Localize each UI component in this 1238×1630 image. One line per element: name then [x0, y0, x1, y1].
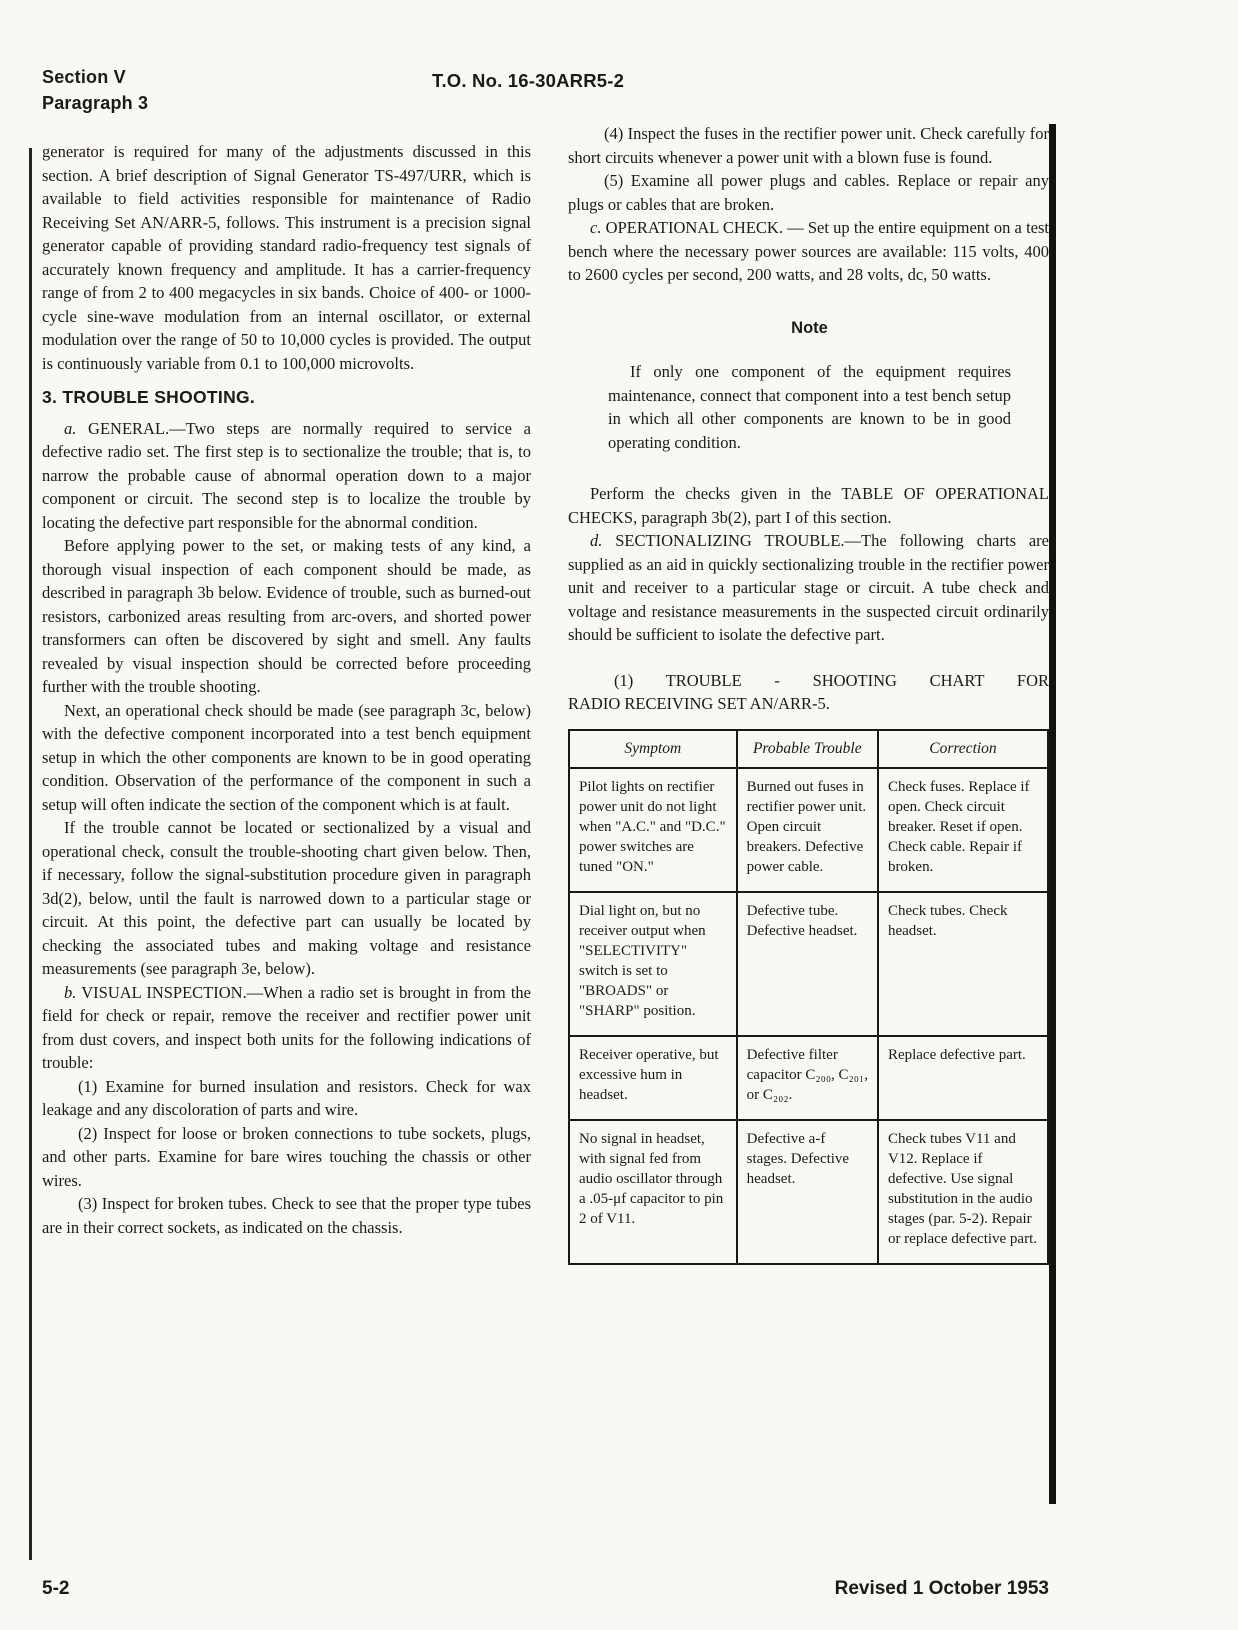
section-label: Section V — [42, 67, 126, 87]
column-header-symptom: Symptom — [569, 730, 737, 768]
trouble-shooting-table — [568, 729, 1049, 1265]
page-number: 5-2 — [42, 1578, 70, 1599]
table-row — [569, 1120, 1048, 1264]
cell-correction: Check tubes V11 and V12. Replace if defective. Use signal substitution in the audio stages (par. 5-2). Repair or replace defective part. — [878, 1120, 1048, 1264]
cell-correction: Check tubes. Check headset. — [878, 892, 1048, 1036]
table-row — [569, 768, 1048, 892]
note-text: If only one component of the equipment requires maintenance, connect that component into a test bench setup in which all other components are known to be in good operating condition. — [608, 362, 1011, 452]
change-bar-right — [1049, 124, 1056, 1504]
paragraph-operational-check-next: Next, an operational check should be made (see paragraph 3c, below) with the defective component incorporated into a test bench equipment setup in which the other components are known to be in good operating condition. Observation of the performance of the component in such a setup will often indicate the section of the component which is at fault. — [42, 700, 531, 814]
paragraph-lead: b. — [64, 982, 77, 1002]
chart-title-line2: RADIO RECEIVING SET AN/ARR-5. — [568, 694, 830, 713]
table-header-row — [569, 730, 1048, 768]
page-header-left — [42, 64, 148, 116]
chart-title-line1: (1) TROUBLE - SHOOTING CHART FOR — [614, 670, 1049, 690]
cell-correction: Check fuses. Replace if open. Check circuit breaker. Reset if open. Check cable. Repair if broken. — [878, 768, 1048, 892]
paragraph-lead: a. — [64, 418, 77, 438]
paragraph-text: GENERAL.—Two steps are normally required to service a defective radio set. The first step is to sectionalize the trouble; that is, to narrow the probable cause of abnormal operation down to a major component or circuit. The second step is to localize the trouble by locating the defective part responsible for the abnormal condition. — [42, 418, 531, 532]
paragraph-label: Paragraph 3 — [42, 93, 149, 113]
table-row — [569, 1036, 1048, 1120]
subparagraph-2: (2) Inspect for loose or broken connections to tube sockets, plugs, and other parts. Examine for bare wires touching the chassis or other wires. — [42, 1123, 531, 1190]
left-column — [42, 140, 531, 1239]
paragraph-d-sectionalizing — [568, 529, 1049, 647]
paragraph-text: SECTIONALIZING TROUBLE.—The following charts are supplied as an aid in quickly sectionalizing trouble in the rectifier power unit and receiver to a particular stage or circuit. A tube check and voltage and resistance measurements in the suspected circuit ordinarily should be sufficient to isolate the defective part. — [568, 531, 1049, 644]
paragraph-perform-checks: Perform the checks given in the TABLE OF OPERATIONAL CHECKS, paragraph 3b(2), part I of this section. — [568, 484, 1049, 527]
cell-probable-trouble: Defective tube. Defective headset. — [737, 892, 878, 1036]
cell-symptom: No signal in headset, with signal fed from audio oscillator through a .05-μf capacitor to pin 2 of V11. — [569, 1120, 737, 1264]
paragraph-a-general — [42, 417, 531, 535]
subparagraph-1: (1) Examine for burned insulation and resistors. Check for wax leakage and any discoloration of parts and wire. — [42, 1076, 531, 1119]
cell-symptom: Receiver operative, but excessive hum in headset. — [569, 1036, 737, 1120]
subparagraph-4: (4) Inspect the fuses in the rectifier power unit. Check carefully for short circuits whenever a power unit with a blown fuse is found. — [568, 124, 1049, 167]
paragraph-lead: d. — [590, 531, 603, 550]
note-block — [608, 317, 1011, 455]
paragraph-lead: c. — [590, 218, 602, 237]
subparagraph-3: (3) Inspect for broken tubes. Check to see that the proper type tubes are in their correct sockets, as indicated on the chassis. — [42, 1194, 531, 1237]
cell-probable-trouble: Defective filter capacitor C₂₀₀, C₂₀₁, or C₂₀₂. — [737, 1036, 878, 1120]
paragraph-if-trouble: If the trouble cannot be located or sectionalized by a visual and operational check, consult the trouble-shooting chart given below. Then, if necessary, follow the signal-substitution procedure given in paragraph 3d(2), below, until the fault is narrowed down to a particular stage or circuit. At this point, the defective part can usually be located by checking the associated tubes and making voltage and resistance measurements (see paragraph 3e, below). — [42, 818, 531, 978]
cell-symptom: Pilot lights on rectifier power unit do not light when "A.C." and "D.C." power switches are tuned "ON." — [569, 768, 737, 892]
column-header-probable-trouble: Probable Trouble — [737, 730, 878, 768]
subparagraph-5: (5) Examine all power plugs and cables. Replace or repair any plugs or cables that are broken. — [568, 171, 1049, 214]
chart-title — [568, 669, 1049, 716]
right-column — [568, 122, 1049, 1265]
paragraph-intro-continuation: generator is required for many of the adjustments discussed in this section. A brief description of Signal Generator TS-497/URR, which is available to field activities responsible for maintenance of Radio Receiving Set AN/ARR-5, follows. This instrument is a precision signal generator capable of providing standard radio-frequency test signals of accurately known frequency and amplitude. It has a carrier-frequency range of from 2 to 400 megacycles in six bands. Choice of 400- or 1000-cycle sine-wave modulation from an internal oscillator, or external modulation over the range of 50 to 10,000 cycles is provided. The output is continuously variable from 0.1 to 100,000 microvolts. — [42, 142, 531, 373]
column-header-correction: Correction — [878, 730, 1048, 768]
cell-probable-trouble: Burned out fuses in rectifier power unit. Open circuit breakers. Defective power cable. — [737, 768, 878, 892]
paragraph-text: OPERATIONAL CHECK. — Set up the entire equipment on a test bench where the necessary power sources are available: 115 volts, 400 to 2600 cycles per second, 200 watts, and 28 volts, dc, 50 watts. — [568, 218, 1049, 284]
cell-correction: Replace defective part. — [878, 1036, 1048, 1120]
paragraph-text: VISUAL INSPECTION.—When a radio set is brought in from the field for check or repair, remove the receiver and rectifier power unit from dust covers, and inspect both units for the following indications of trouble: — [42, 982, 531, 1072]
document-number: T.O. No. 16-30ARR5-2 — [432, 70, 625, 91]
revision-date: Revised 1 October 1953 — [834, 1578, 1049, 1599]
paragraph-before-applying-power: Before applying power to the set, or making tests of any kind, a thorough visual inspection of each component should be made, as described in paragraph 3b below. Evidence of trouble, such as burned-out resistors, carbonized areas resulting from arc-overs, and shorted power transformers can often be discovered by sight and smell. Any faults revealed by visual inspection should be corrected before proceeding further with the trouble shooting. — [42, 536, 531, 696]
section-heading-trouble-shooting: 3. TROUBLE SHOOTING. — [42, 387, 256, 407]
paragraph-b-visual-inspection — [42, 981, 531, 1075]
note-label: Note — [791, 318, 828, 337]
change-bar-left — [29, 148, 32, 1560]
paragraph-c-operational-check — [568, 216, 1049, 287]
cell-symptom: Dial light on, but no receiver output when "SELECTIVITY" switch is set to "BROADS" or "SHARP" position. — [569, 892, 737, 1036]
table-row — [569, 892, 1048, 1036]
cell-probable-trouble: Defective a-f stages. Defective headset. — [737, 1120, 878, 1264]
